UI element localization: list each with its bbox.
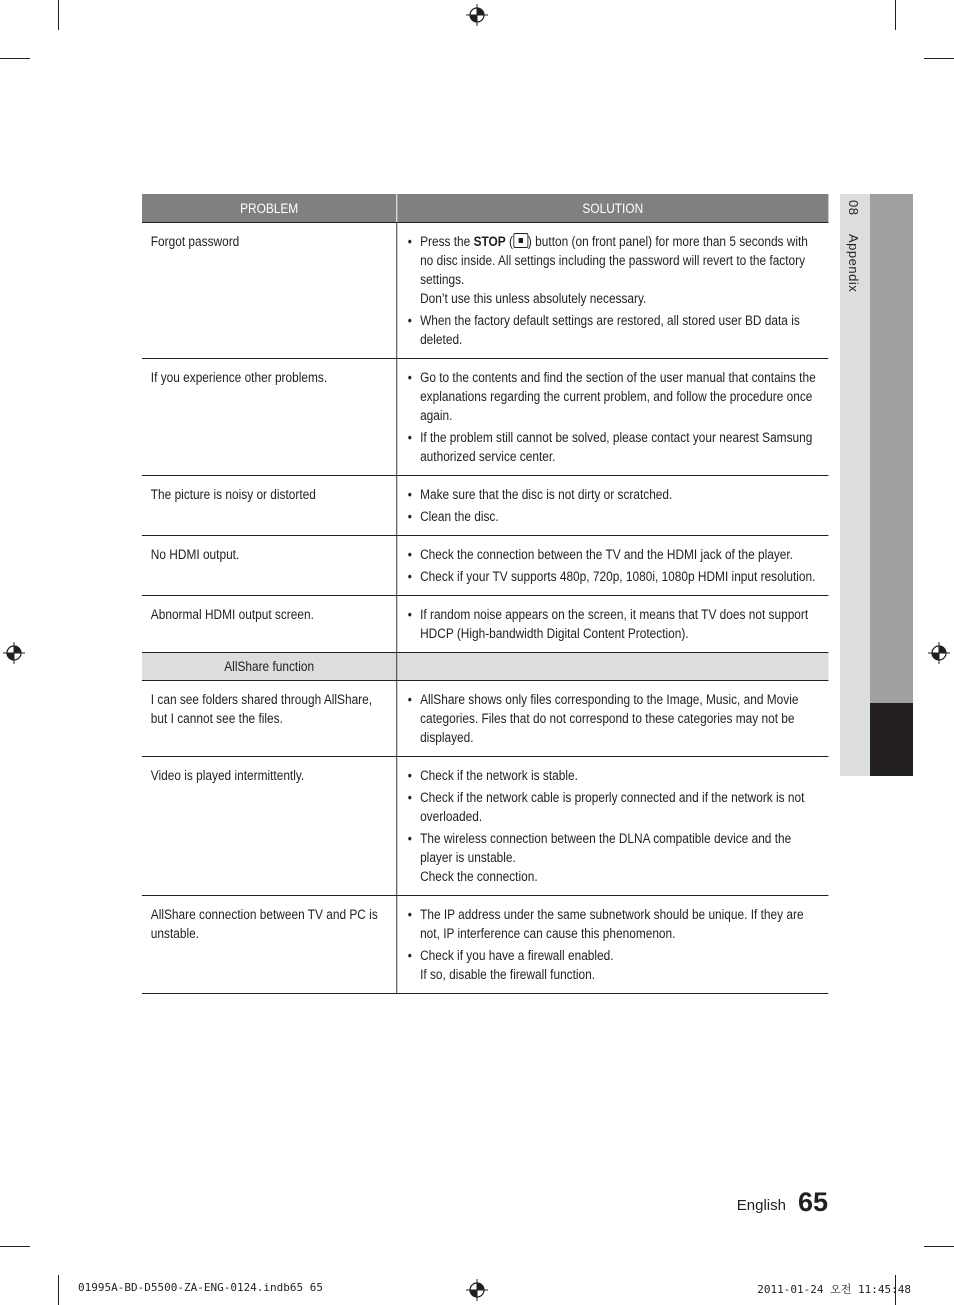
solution-item: • If random noise appears on the screen, it means that TV does not support HDCP (High-bandwidth Digital Content Protection). xyxy=(406,605,820,643)
solution-cell xyxy=(397,896,829,994)
solution-note: If so, disable the firewall function. xyxy=(420,967,596,982)
solution-cell xyxy=(397,757,829,896)
solution-list xyxy=(406,545,820,586)
page-number: 65 xyxy=(797,1187,828,1217)
solution-text: Press the xyxy=(420,234,474,249)
section-title: AllShare function xyxy=(142,653,397,681)
chapter-number: 08 xyxy=(846,200,861,216)
table-row xyxy=(142,476,828,536)
solution-cell xyxy=(397,359,829,476)
table-row xyxy=(142,223,828,359)
problem-cell: The picture is noisy or distorted xyxy=(142,476,397,536)
problem-cell: If you experience other problems. xyxy=(142,359,397,476)
section-row xyxy=(142,653,828,681)
registration-mark-icon xyxy=(3,642,25,664)
page-footer xyxy=(737,1186,828,1218)
crop-mark xyxy=(924,1246,954,1247)
solution-item: • Go to the contents and find the section of the user manual that contains the explanations regarding the current problem, and follow the procedure once again. xyxy=(406,368,820,425)
solution-item: • When the factory default settings are restored, all stored user BD data is deleted. xyxy=(406,311,820,349)
solution-note: Don’t use this unless absolutely necessary. xyxy=(420,291,647,306)
chapter-tab-mid xyxy=(870,194,913,703)
solution-item: • AllShare shows only files corresponding to the Image, Music, and Movie categories. Files that do not correspond to these categories may not be displayed. xyxy=(406,690,820,747)
section-empty-cell xyxy=(397,653,829,681)
solution-item xyxy=(406,232,820,308)
crop-mark xyxy=(924,58,954,59)
troubleshooting-table xyxy=(142,194,828,994)
solution-cell xyxy=(397,596,829,653)
table-row xyxy=(142,359,828,476)
solution-list xyxy=(406,690,820,747)
problem-cell: I can see folders shared through AllShare, but I cannot see the files. xyxy=(142,681,397,757)
solution-list xyxy=(406,485,820,526)
solution-text: ) button (on front panel) for more than 5 seconds with no disc inside. All settings including the password will revert to the factory settings. xyxy=(420,234,808,287)
slug-timestamp: 2011-01-24 오전 11:45:48 xyxy=(757,1283,911,1296)
solution-cell xyxy=(397,681,829,757)
solution-cell xyxy=(397,536,829,596)
problem-cell: Forgot password xyxy=(142,223,397,359)
problem-cell: Abnormal HDMI output screen. xyxy=(142,596,397,653)
solution-list xyxy=(406,605,820,643)
solution-item: • The IP address under the same subnetwork should be unique. If they are not, IP interference can cause this phenomenon. xyxy=(406,905,820,943)
registration-mark-icon xyxy=(928,642,950,664)
chapter-tab-marker xyxy=(870,703,913,776)
problem-column-header: PROBLEM xyxy=(142,194,397,223)
table-row xyxy=(142,896,828,994)
solution-item xyxy=(406,829,820,886)
solution-cell xyxy=(397,476,829,536)
solution-item xyxy=(406,946,820,984)
solution-note: Check the connection. xyxy=(420,869,538,884)
page-language: English xyxy=(736,1197,786,1214)
registration-mark-icon xyxy=(466,4,488,26)
table-row xyxy=(142,596,828,653)
slug-filename: 01995A-BD-D5500-ZA-ENG-0124.indb65 65 xyxy=(78,1281,324,1294)
solution-column-header: SOLUTION xyxy=(397,194,829,223)
solution-text: ( xyxy=(505,234,513,249)
solution-text: The wireless connection between the DLNA compatible device and the player is unstable. xyxy=(420,831,792,865)
problem-cell: No HDMI output. xyxy=(142,536,397,596)
problem-cell: AllShare connection between TV and PC is unstable. xyxy=(142,896,397,994)
crop-mark xyxy=(895,0,896,30)
solution-item: • Make sure that the disc is not dirty or scratched. xyxy=(406,485,820,504)
table-row xyxy=(142,757,828,896)
crop-mark xyxy=(0,1246,30,1247)
table-row xyxy=(142,681,828,757)
stop-button-icon xyxy=(513,233,528,248)
registration-mark-icon xyxy=(466,1279,488,1301)
solution-list xyxy=(406,905,820,984)
problem-cell: Video is played intermittently. xyxy=(142,757,397,896)
solution-item: • If the problem still cannot be solved, please contact your nearest Samsung authorized service center. xyxy=(406,428,820,466)
solution-item: • Check if the network is stable. xyxy=(406,766,820,785)
crop-mark xyxy=(0,58,30,59)
table-header-row xyxy=(142,194,828,223)
solution-text: Check if you have a firewall enabled. xyxy=(420,948,614,963)
crop-mark xyxy=(58,0,59,30)
solution-list xyxy=(406,766,820,886)
table-row xyxy=(142,536,828,596)
solution-cell xyxy=(397,223,829,359)
crop-mark xyxy=(58,1275,59,1305)
solution-item: • Check the connection between the TV and the HDMI jack of the player. xyxy=(406,545,820,564)
solution-item: • Check if your TV supports 480p, 720p, 1080i, 1080p HDMI input resolution. xyxy=(406,567,820,586)
stop-label: STOP xyxy=(473,234,506,249)
solution-item: • Check if the network cable is properly connected and if the network is not overloaded. xyxy=(406,788,820,826)
solution-list xyxy=(406,368,820,466)
chapter-tab-label xyxy=(846,200,861,292)
solution-item: • Clean the disc. xyxy=(406,507,820,526)
chapter-title: Appendix xyxy=(846,233,861,292)
solution-list xyxy=(406,232,820,349)
